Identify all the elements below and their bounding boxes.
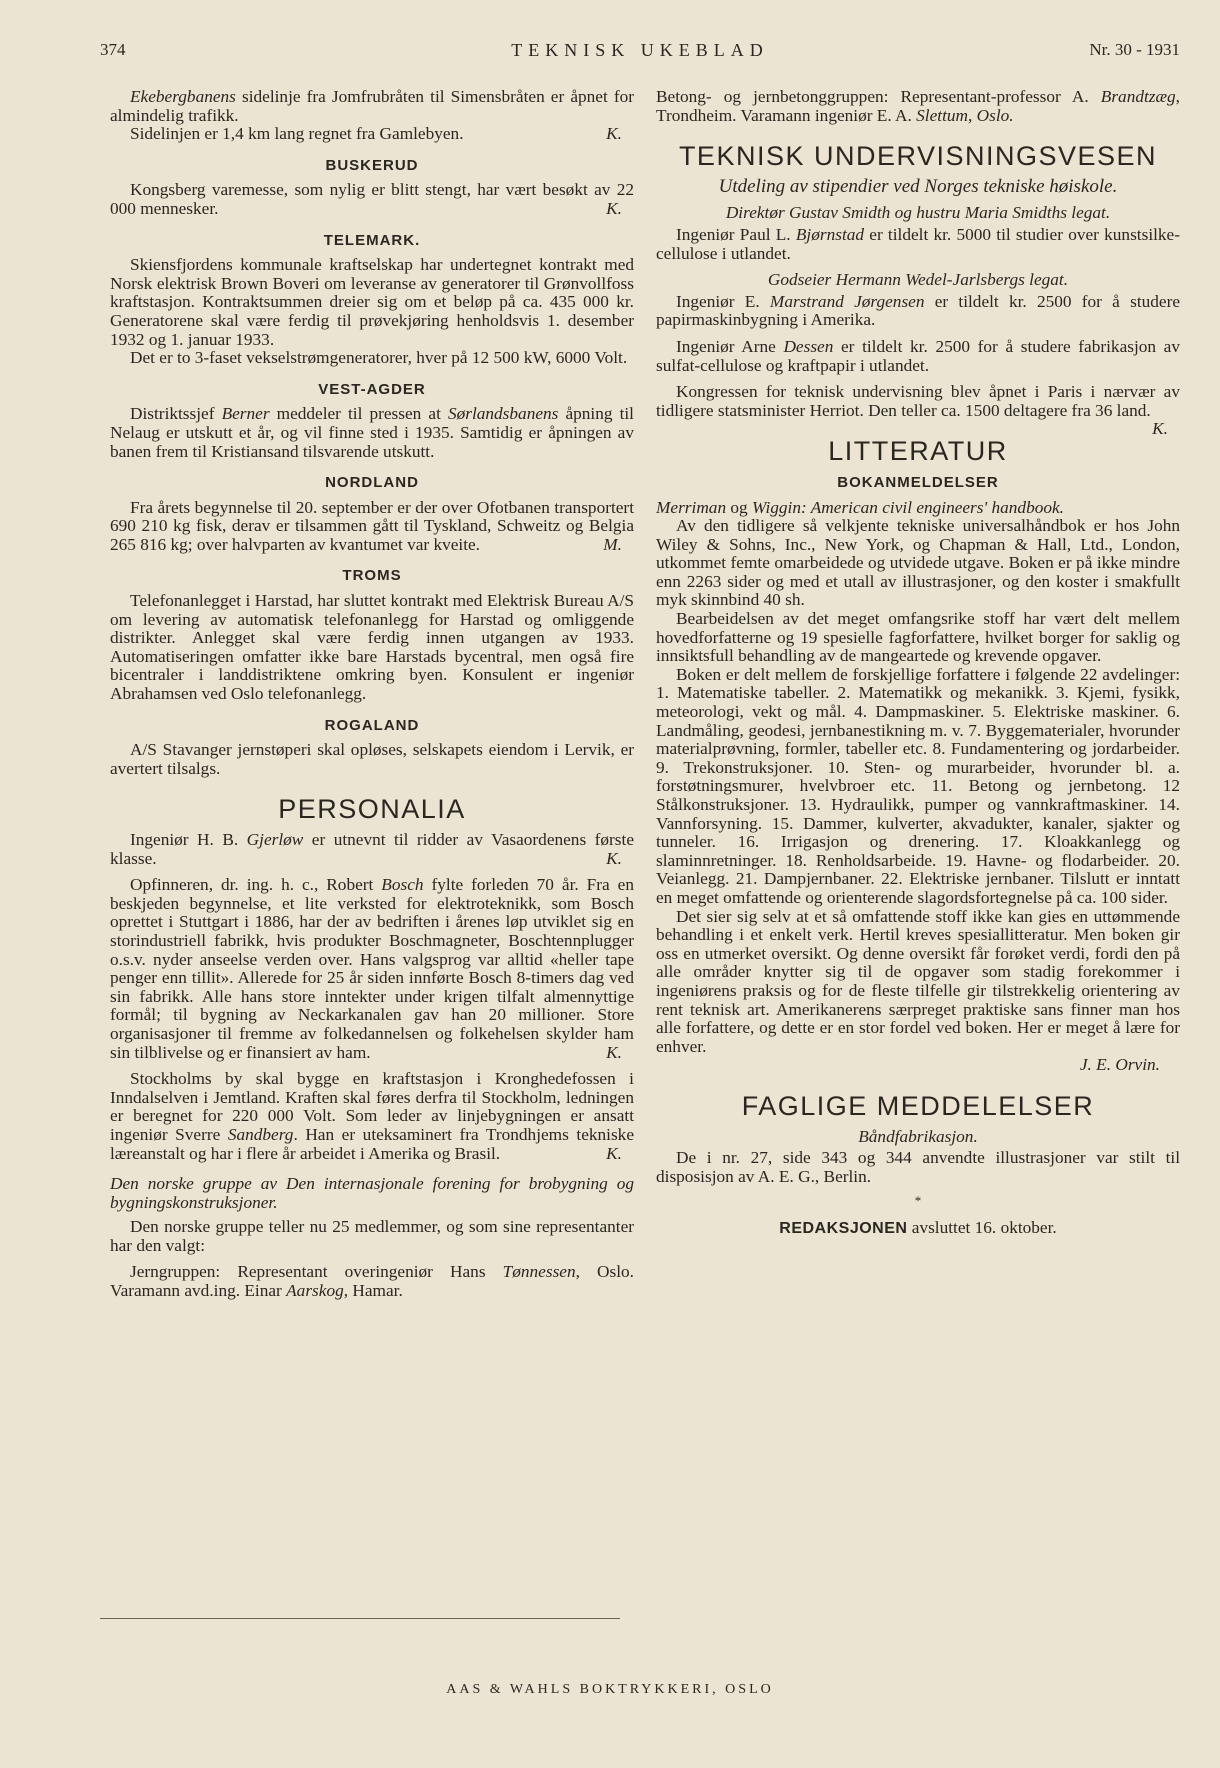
gjerlow-paragraph: Ingeniør H. B. Gjerløw er utnevnt til ridder av Vasaordenens første klasse. K. — [110, 830, 634, 868]
kongress-paragraph: Kongressen for teknisk undervisning blev åpnet i Paris i nærvær av tidligere statsminister Herriot. Den teller ca. 1500 deltagere fra 36 land. K. — [656, 382, 1180, 439]
issue-number: Nr. 30 - 1931 — [1089, 40, 1180, 59]
left-column — [110, 88, 634, 1301]
telemark-paragraph-2: Det er to 3-faset vekselstrømgeneratorer, hver på 12 500 kW, 6000 Volt. — [130, 348, 628, 368]
bokanmeldelser-heading: BOKANMELDELSER — [837, 473, 999, 491]
bosch-paragraph: Opfinneren, dr. ing. h. c., Robert Bosch fylte forleden 70 år. Fra en beskjeden begynnelse, et lite verksted for elektroteknikk, som Bosch oprettet i Stuttgart i 1886, har der av bedriften i årenes løp utviklet sig en storindustriell fabrikk, hvis produkter Boschmagneter, Boschtennplugger o.s.v. nyder anseelse verden over. Hans valgsprog var alltid «heller tape penger enn tillit». Allerede for 25 år siden innførte Bosch 8-timers dag ved sin fabrikk. Alle hans store inntekter under krigen tilfalt almennyttige formål; til bygning av Neckarkanalen gav han 20 millioner. Store organisasjoner til fremme av folkedannelsen og folkehelsen skylder ham sin tilblivelse og er finansiert av ham. K. — [110, 875, 634, 1062]
forening-heading: Den norske gruppe av Den internasjonale forening for brobygning og bygningskonstruksjoner. — [110, 1174, 634, 1212]
ekeberg-paragraph-2: Sidelinjen er 1,4 km lang regnet fra Gamlebyen. K. — [130, 124, 622, 144]
redaksjonen-note: REDAKSJONEN avsluttet 16. oktober. — [779, 1217, 1057, 1237]
telemark-heading: TELEMARK. — [323, 231, 421, 249]
nordland-heading: NORDLAND — [325, 474, 419, 492]
printer-footer: AAS & WAHLS BOKTRYKKERI, OSLO — [446, 1682, 774, 1697]
rogaland-paragraph: A/S Stavanger jernstøperi skal opløses, selskapets eiendom i Lervik, er avertert tilsalgs. — [110, 740, 634, 778]
dessen-paragraph: Ingeniør Arne Dessen er tildelt kr. 2500 for å studere fabrikasjon av sulfat-cellulose og kraftpapir i utlandet. — [656, 336, 1180, 375]
troms-paragraph: Telefonanlegget i Harstad, har sluttet kontrakt med Elektrisk Bureau A/S om levering av automatisk telefonanlegg for Harstad og omliggende distrikter. Anlegget skal være ferdig innen utgangen av 1933. Automatiseringen omfatter ikke bare Harstads bycentral, men også fire bicentraler i landdistriktene omkring byen. Konsulent er ingeniør Abrahamsen ved Oslo telefonanlegg. — [110, 591, 634, 704]
bjornstad-paragraph: Ingeniør Paul L. Bjørnstad er tildelt kr. 5000 til studier over kunstsilke-cellulose i utlandet. — [656, 224, 1180, 263]
publication-title: TEKNISK UKEBLAD — [511, 40, 769, 60]
rogaland-heading: ROGALAND — [324, 716, 420, 734]
telemark-paragraph: Skiensfjordens kommunale kraftselskap har undertegnet kontrakt med Norsk elektrisk Brown Boveri om leveranse av generatorer til Grønvollfoss kraftstasjon. Kontraktsummen dreier sig om et beløp på ca. 435 000 kr. Generatorene skal være ferdig til prøvekjøring henholdsvis 1. desember 1932 og 1. januar 1933. — [110, 255, 634, 349]
page-header — [100, 40, 1180, 70]
review-paragraph-1: Av den tidligere så velkjente tekniske universalhåndbok er hos John Wiley & Sohns, Inc., New York, og Chapman & Hall, Ltd., London, utkommet femte omarbeidede og utvidede utgave. Boken er på ikke mindre enn 2263 sider og med et utall av illustrasjoner, og den koster i smakfullt myk skinnbind 40 sh. — [656, 516, 1180, 610]
sandberg-paragraph: Stockholms by skal bygge en kraftstasjon i Kronghedefossen i Inndalselven i Jemtland. Kraften skal føres derfra til Stockholm, ledningen er beregnet for 220 000 Volt. Som leder av linjebygningen er ansatt ingeniør Sverre Sandberg. Han er uteksaminert fra Trondhjems tekniske læreanstalt og har i flere år arbeidet i Amerika og Brasil. K. — [110, 1069, 634, 1163]
faglige-paragraph: De i nr. 27, side 343 og 344 anvendte illustrasjoner var stilt til disposisjon av A. E. G., Berlin. — [656, 1148, 1180, 1186]
vest-agder-paragraph: Distriktssjef Berner meddeler til pressen at Sørlandsbanens åpning til Nelaug er utskutt et år, og vil finne sted i 1935. Samtidig er åpningen av banen frem til Kristiansand tilsvarende utskutt. — [110, 404, 634, 461]
buskerud-paragraph: Kongsberg varemesse, som nylig er blitt stengt, har vært besøkt av 22 000 mennesker. K. — [110, 180, 634, 218]
betong-paragraph: Betong- og jernbetonggruppen: Representant-professor A. Brandtzæg, Trondheim. Varamann ingeniør E. A. Slettum, Oslo. — [656, 87, 1180, 125]
jerngruppen-paragraph: Jerngruppen: Representant overingeniør Hans Tønnessen, Oslo. Varamann avd.ing. Einar Aarskog, Hamar. — [110, 1262, 634, 1301]
smidth-legat-heading: Direktør Gustav Smidth og hustru Maria Smidths legat. — [725, 203, 1111, 223]
litteratur-heading: LITTERATUR — [828, 436, 1008, 467]
ekeberg-paragraph: Ekebergbanens sidelinje fra Jomfrubråten til Simensbråten er åpnet for almindelig trafikk. — [110, 87, 634, 125]
separator-star: * — [914, 1193, 922, 1209]
undervisning-heading: TEKNISK UNDERVISNINGSVESEN — [678, 141, 1158, 172]
faglige-heading: FAGLIGE MEDDELELSER — [741, 1090, 1095, 1121]
footer-rule — [100, 1618, 620, 1619]
book-title: Merriman og Wiggin: American civil engineers' handbook. — [656, 497, 1064, 517]
bandfabrikasjon-subheading: Båndfabrikasjon. — [858, 1126, 978, 1146]
wedel-legat-heading: Godseier Hermann Wedel-Jarlsbergs legat. — [767, 270, 1069, 290]
nordland-paragraph: Fra årets begynnelse til 20. september er der over Ofotbanen transportert 690 210 kg fisk, derav er tilsammen gått til Tyskland, Schweitz og Belgia 265 816 kg; over halvparten av kvantumet var kveite. M. — [110, 497, 634, 554]
marstrand-paragraph: Ingeniør E. Marstrand Jørgensen er tildelt kr. 2500 for å studere papirmaskinbygning i Amerika. — [656, 291, 1180, 330]
page-number: 374 — [100, 40, 126, 59]
right-column — [656, 88, 1180, 1238]
review-paragraph-4: Det sier sig selv at et så omfattende stoff ikke kan gies en uttømmende behandling i et enkelt verk. Hertil kreves spesiallitteratur. Men boken gir oss en utmerket oversikt. Og denne oversikt får forøket verdi, fordi den på alle områder knytter sig til de opgaver som stadig forekommer i ingeniørens praksis og for de fleste tilfelle gir tilstrekkelig orientering av rent teknisk art. Amerikanerens særpreget praktiske sans finner man hos alle forfattere, og dette er en stor fordel ved boken. Her er meget å lære for enhver. — [656, 906, 1180, 1056]
review-paragraph-3: Boken er delt mellem de forskjellige forfattere i følgende 22 avdelinger: 1. Matematiske tabeller. 2. Matematikk og mekanikk. 3. Kjemi, fysikk, meteorologi, vekt og mål. 4. Dampmaskiner. 5. Elektriske maskiner. 6. Landmåling, geodesi, jernbanestikning m. v. 7. Byggematerialer, hvorunder materialprøvning, formler, tabeller etc. 8. Fundamentering og jordarbeider. 9. Trekonstruksjoner. 10. Sten- og murarbeider, hvorunder bl. a. forstøtningsmurer, hvelvbroer etc. 11. Betong og jernbetong. 12 Stålkonstruksjoner. 13. Hydraulikk, pumper og vannkraftmaskiner. 14. Vannforsyning. 15. Dammer, kulverter, akvadukter, kanaler, sjakter og tunneler. 16. Irrigasjon og drenering. 17. Kloakkanlegg og slaminnretninger. 18. Renholdsarbeide. 19. Havne- og flodarbeider. 20. Veianlegg. 21. Dampjernbaner. 22. Elektriske jernbaner. Tilslutt er inntatt en meget omfattende og orienterende slagordsfortegnelse på ca. 100 sider. — [656, 664, 1180, 907]
stipendier-subheading: Utdeling av stipendier ved Norges tekniske høiskole. — [718, 175, 1118, 197]
review-paragraph-2: Bearbeidelsen av det meget omfangsrike stoff har vært delt mellem hovedforfatterne og 19 spesielle fagforfattere, hvilket borger for saklig og innsiktsfull behandling av de mangeartede og krevende opgaver. — [656, 609, 1180, 666]
buskerud-heading: BUSKERUD — [325, 156, 419, 174]
vest-agder-heading: VEST-AGDER — [318, 380, 426, 398]
personalia-heading: PERSONALIA — [278, 794, 466, 825]
gruppe-paragraph: Den norske gruppe teller nu 25 medlemmer, og som sine representanter har den valgt: — [110, 1217, 634, 1255]
troms-heading: TROMS — [342, 567, 402, 585]
review-signature: J. E. Orvin. — [1079, 1055, 1160, 1075]
